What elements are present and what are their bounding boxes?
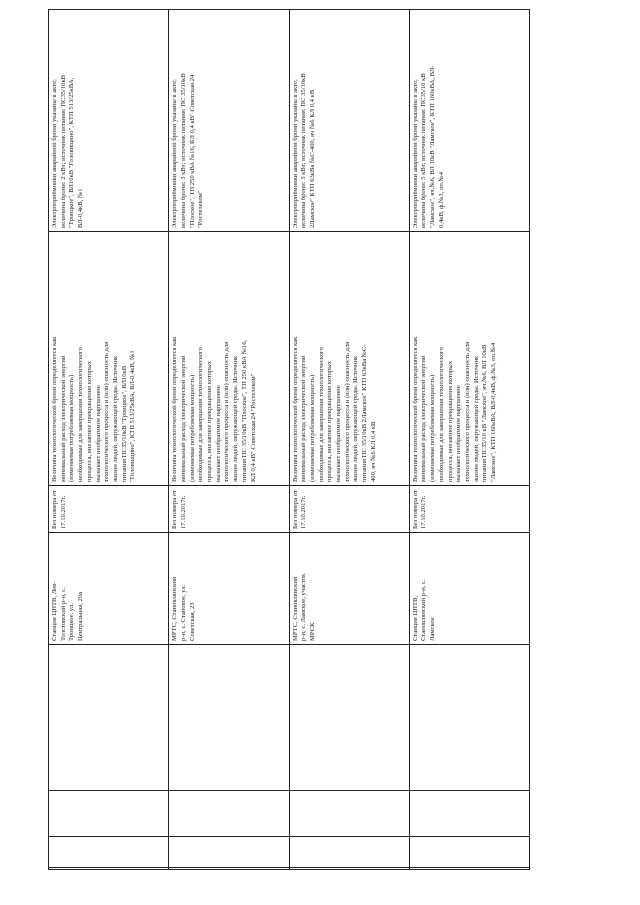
text-line: "Ламское", КТП 160кВА, ВЛ-0,4кВ, ф.№3, оп.№4 (490, 342, 498, 482)
emergency-reserve-cell (169, 10, 289, 232)
blank-margin-cell (409, 645, 529, 870)
text-line: минимальный расход электрической энергии (300, 355, 308, 482)
text-line: питания ПС35/10кВ "Троицкое", ВЛ10кВ (120, 365, 128, 482)
text-line: технологического процесса и (или) опасность для (463, 341, 471, 482)
text-line: жизни людей, окружающей среды. Источник (352, 355, 360, 482)
text-line: технологического процесса и (или) опасность для (223, 341, 231, 482)
blank-margin-cell (49, 645, 169, 870)
text-line: жизни людей, окружающей среды. Источник (232, 355, 240, 482)
blank-margin-cell (289, 645, 409, 870)
emergency-reserve-cell (49, 10, 169, 232)
text-line: процесса, внезапное прекращение которых (326, 360, 334, 482)
emergency-reserve-cell (409, 10, 529, 232)
text-line: Центральная, 20а (77, 591, 85, 641)
location-cell (289, 533, 409, 645)
text-line: "Ростелеком" (197, 190, 205, 228)
text-line: Величина технологической брони определяется как (171, 336, 179, 482)
text-line: минимальный расход электрической энергии (179, 355, 187, 482)
text-line: необходимые для завершения технологического (77, 347, 85, 482)
text-line: Величина технологической брони определяется как (51, 336, 58, 482)
text-line: р-н, с. Ламское, участок (300, 573, 308, 641)
location-cell (49, 533, 169, 645)
text-line: необходимые для завершения технологического (317, 347, 325, 482)
text-line: "Плоское", ТП 250 кВА №16, КЛ 0,4 кВ" Советская 24 (188, 74, 196, 228)
text-line: Величина технологической брони определяется как (411, 336, 419, 482)
text-line: Без номера от (411, 490, 419, 529)
text-line: вызывает необратимое нарушение (455, 385, 463, 482)
text-line: 17.10.2017г. (59, 495, 67, 529)
text-line: "Головищино", КТП 513/25кВА, ВЛ-0,4кВ, №1 (129, 350, 137, 482)
text-line: жизни людей, окружающей среды. Источник (472, 355, 480, 482)
text-line: Станция ЦНТВ, (411, 595, 419, 641)
table-row (169, 10, 289, 870)
table-row (289, 10, 409, 870)
text-line: "Троицкое", ВЛ10кВ "Головищино", КТП 513/25кВА, (68, 77, 76, 228)
rotated-page (48, 10, 530, 870)
text-line: вызывает необратимое нарушение (335, 385, 343, 482)
text-line: Электроприёмники аварийной брони указаны в акте; (51, 79, 58, 228)
location-cell (169, 533, 289, 645)
text-line: Электроприёмники аварийной брони указаны в акте; (411, 79, 419, 228)
text-line: вызывает необратимое нарушение (94, 385, 102, 482)
text-line: МРТС, Становлянский (171, 576, 179, 641)
text-line: 17.10.2017г. (179, 495, 187, 529)
location-cell (409, 533, 529, 645)
text-line: 2Ламское" КТП 63кВа №С-400, яч №6 КЛ 0,4 кВ (308, 89, 316, 228)
text-line: величина брони: 2 кВт; источник питания: ПС35/10кВ (59, 74, 67, 228)
text-line: Ламское (429, 617, 437, 641)
emergency-reserve-cell (289, 10, 409, 232)
technological-reserve-cell (49, 232, 169, 486)
text-line: жизни людей, окружающей среды. Источник (111, 355, 119, 482)
text-line: Становлянский р-н, с. (420, 579, 428, 641)
text-line: питания ПС 35/10кВ 2Ламское" КТП 63кВа №С- (361, 344, 369, 482)
text-line: Величина технологической брони определяется как (291, 336, 299, 482)
text-line: величина брони: 3 кВт; источник питания: ПС 35/10кВ (300, 73, 308, 228)
text-line: величина брони: 5 кВт; источник питания: ПС35/10 кВ (420, 73, 428, 228)
text-line: процесса, внезапное прекращение которых (85, 360, 93, 482)
text-line: 17.10.2017г. (300, 495, 308, 529)
text-line: КЛ 0,4 кВ" Советская 24 "Ростелеком" (249, 373, 257, 482)
text-line: 400, яч №6 КЛ 0,4 кВ (369, 421, 377, 482)
text-line: необходимые для завершения технологического (197, 347, 205, 482)
text-line: МРСК (308, 622, 316, 641)
blank-margin-cell (169, 645, 289, 870)
text-line: (изменяемая потребляемая мощность) (68, 374, 76, 482)
text-line: Троицкое, ул. (68, 603, 76, 641)
text-line: Станция ЦНТВ, Лев- (51, 581, 58, 641)
text-line: р-н, с. Становое, ул. (179, 584, 187, 641)
text-line: 0,4кВ, ф.№3, оп.№4 (437, 171, 445, 228)
text-line: "Ламское", яч.№6, ВЛ 10кВ "Ламское", КТП 160кВА, ВЛ- (429, 65, 437, 228)
text-line: Без номера от (291, 490, 299, 529)
text-line: процесса, внезапное прекращение которых (446, 360, 454, 482)
text-line: величина брони: 3 кВт; источник питания: ПС 35/10кВ (179, 73, 187, 228)
text-line: питания ПС 35/10кВ "Плоское", ТП 250 кВА №16, (240, 339, 248, 482)
text-line: ВЛ-0,4кВ, №1 (77, 188, 85, 228)
document-date-cell (409, 486, 529, 533)
text-line: минимальный расход электрической энергии (420, 355, 428, 482)
document-date-cell (289, 486, 409, 533)
text-line: минимальный расход электрической энергии (59, 355, 67, 482)
text-line: 17.10.2017г. (420, 495, 428, 529)
text-line: (изменяемая потребляемая мощность) (308, 374, 316, 482)
text-line: Советская, 23 (188, 602, 196, 641)
text-line: Электроприёмники аварийной брони указаны в акте; (171, 79, 179, 228)
technological-reserve-cell (289, 232, 409, 486)
document-date-cell (169, 486, 289, 533)
text-line: (изменяемая потребляемая мощность) (188, 374, 196, 482)
text-line: МРТС, Становлянский (291, 576, 299, 641)
text-line: Электроприёмники аварийной брони указаны в акте; (291, 79, 299, 228)
text-line: технологического процесса и (или) опасность для (103, 341, 111, 482)
text-line: вызывает необратимое нарушение (214, 385, 222, 482)
text-line: Толстовский р-н, с. (59, 587, 67, 641)
text-line: Без номера от (51, 490, 58, 529)
table-row (49, 10, 169, 870)
reserve-table (48, 9, 530, 870)
text-line: необходимые для завершения технологического (437, 347, 445, 482)
text-line: Без номера от (171, 490, 179, 529)
text-line: технологического процесса и (или) опасность для (343, 341, 351, 482)
text-line: (изменяемая потребляемая мощность) (429, 374, 437, 482)
text-line: процесса, внезапное прекращение которых (206, 360, 214, 482)
text-line: питания ПС35/10 кВ "Ламское", яч.№6, ВЛ 10кВ (481, 344, 489, 482)
document-date-cell (49, 486, 169, 533)
technological-reserve-cell (409, 232, 529, 486)
technological-reserve-cell (169, 232, 289, 486)
table-row (409, 10, 529, 870)
